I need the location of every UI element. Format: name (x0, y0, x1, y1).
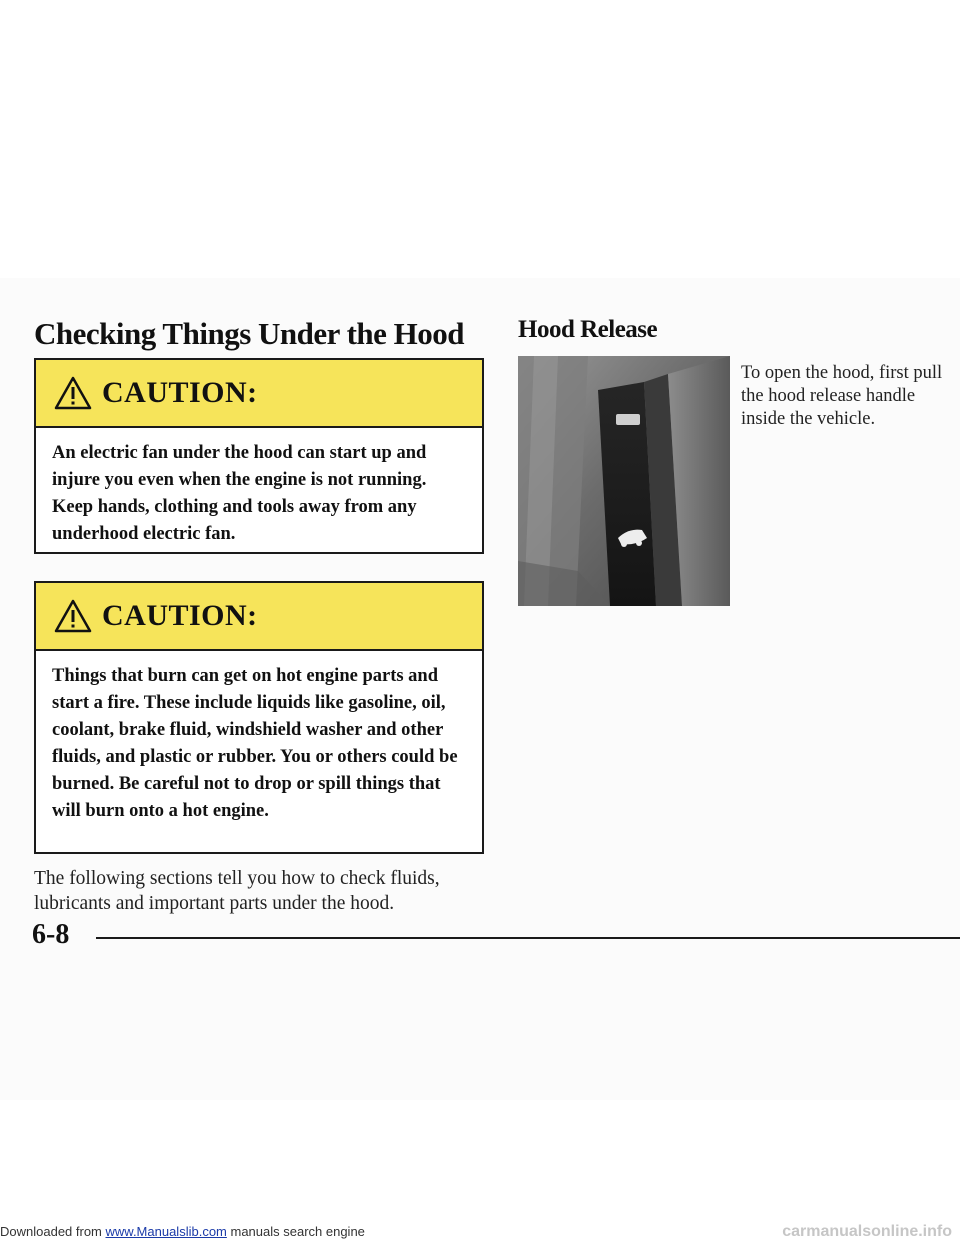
caution-title: CAUTION: (102, 599, 258, 632)
hood-release-text-line: the hood release handle (741, 386, 916, 406)
bottom-margin (0, 1100, 960, 1242)
hood-release-text-line: To open the hood, first pull (741, 363, 943, 383)
download-suffix: manuals search engine (226, 1224, 365, 1239)
subsection-heading: Hood Release (518, 316, 658, 343)
footer-rule (96, 937, 960, 939)
section-heading: Checking Things Under the Hood (34, 316, 465, 351)
caution-header (36, 583, 482, 651)
warning-triangle-icon (54, 376, 92, 410)
caution-title: CAUTION: (102, 376, 258, 409)
caution-header (36, 360, 482, 428)
warning-triangle-icon (54, 599, 92, 633)
hood-release-photo (518, 356, 730, 606)
hood-release-text-line: inside the vehicle. (741, 409, 876, 429)
watermark: carmanualsonline.info (782, 1223, 952, 1240)
caution-text: Things that burn can get on hot engine parts and start a fire. These include liquids like gasoline, oil, coolant, brake fluid, windshield washer and other fluids, and plastic or rubber. You or others could be burned. Be careful not to drop or spill things that will burn onto a hot engine. (52, 666, 458, 821)
hood-release-text (741, 362, 960, 431)
intro-paragraph: The following sections tell you how to check fluids, lubricants and important parts under the hood. (34, 868, 440, 914)
caution-text: An electric fan under the hood can start up and injure you even when the engine is not running. Keep hands, clothing and tools away from any underhood electric fan. (52, 443, 427, 544)
page-number: 6-8 (32, 919, 70, 950)
manualslib-link[interactable]: www.Manualslib.com (105, 1224, 227, 1239)
caution-box-fire (34, 581, 484, 854)
caution-box-fan (34, 358, 484, 554)
download-prefix: Downloaded from (0, 1224, 106, 1239)
